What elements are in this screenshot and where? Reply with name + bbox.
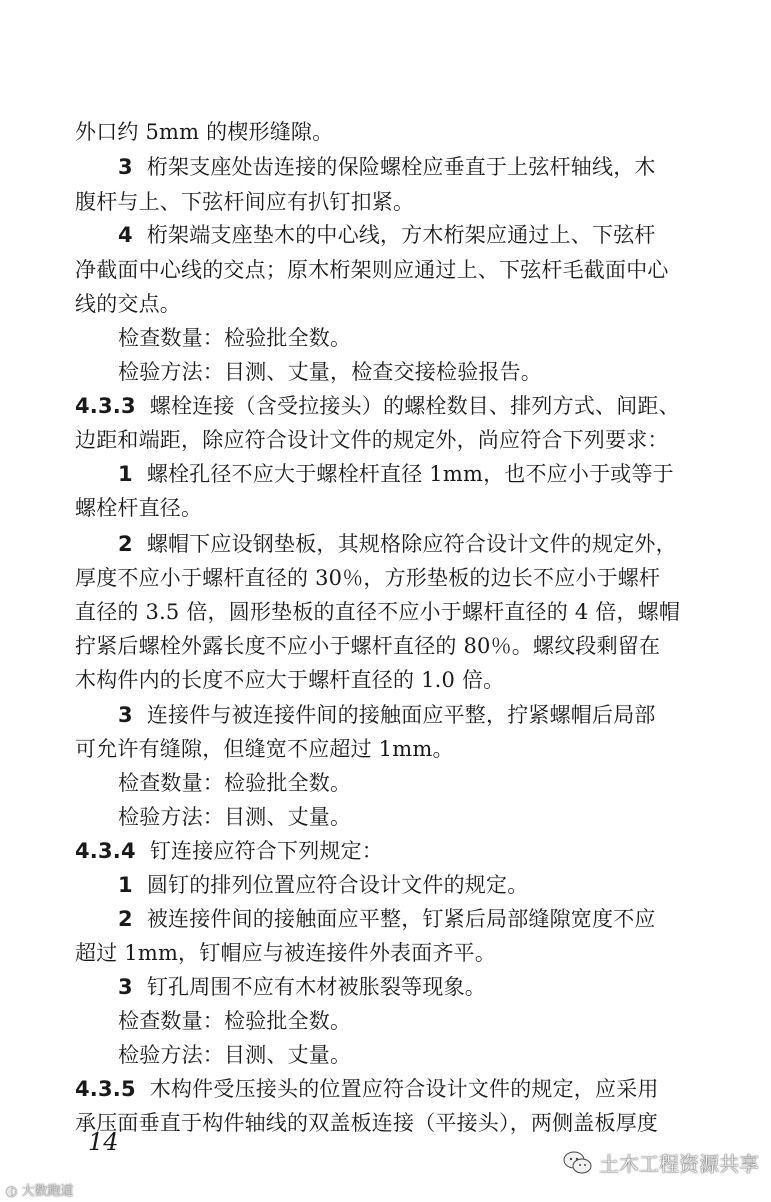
line-text: 螺栓孔径不应大于螺栓杆直径 1mm，也不应小于或等于	[146, 462, 674, 486]
text-line	[75, 394, 715, 418]
line-text: 检查数量：检验批全数。	[118, 326, 352, 350]
section-number: 4.3.3	[75, 394, 136, 418]
watermark-left	[6, 1180, 74, 1199]
text-line	[118, 1009, 758, 1033]
line-text: 被连接件间的接触面应平整，钉紧后局部缝隙宽度不应	[146, 907, 656, 931]
line-text: 检查数量：检验批全数。	[118, 771, 352, 795]
line-text: 钉连接应符合下列规定：	[149, 839, 383, 863]
text-line	[118, 703, 758, 727]
text-line	[118, 223, 758, 247]
line-text: 可允许有缝隙，但缝宽不应超过 1mm。	[75, 737, 454, 761]
text-line	[118, 907, 758, 931]
text-line	[118, 873, 758, 897]
item-number: 1	[118, 462, 133, 486]
line-text: 木构件内的长度不应大于螺杆直径的 1.0 倍。	[75, 668, 505, 692]
text-line	[75, 120, 715, 144]
line-text: 检验方法：目测、丈量。	[118, 1043, 352, 1067]
item-number: 2	[118, 532, 133, 556]
text-line	[118, 326, 758, 350]
line-text: 检查数量：检验批全数。	[118, 1009, 352, 1033]
watermark-left-text: 大数跑道	[21, 1184, 74, 1199]
item-number: 3	[118, 703, 133, 727]
line-text: 桁架端支座垫木的中心线，方木桁架应通过上、下弦杆	[146, 223, 656, 247]
line-text: 螺栓连接（含受拉接头）的螺栓数目、排列方式、间距、	[149, 394, 680, 418]
line-text: 承压面垂直于构件轴线的双盖板连接（平接头），两侧盖板厚度	[75, 1111, 659, 1135]
line-text: 检验方法：目测、丈量。	[118, 805, 352, 829]
wechat-icon	[563, 1150, 593, 1176]
text-line	[75, 1111, 715, 1135]
text-line	[75, 737, 715, 761]
item-number: 3	[118, 975, 133, 999]
text-line	[75, 941, 715, 965]
text-line	[75, 839, 715, 863]
line-text: 螺帽下应设钢垫板，其规格除应符合设计文件的规定外，	[146, 532, 677, 556]
text-line	[118, 805, 758, 829]
text-line	[118, 771, 758, 795]
line-text: 钉孔周围不应有木材被胀裂等现象。	[146, 975, 487, 999]
text-line	[75, 634, 715, 658]
line-text: 连接件与被连接件间的接触面应平整，拧紧螺帽后局部	[146, 703, 656, 727]
text-line	[75, 496, 715, 520]
item-number: 1	[118, 873, 133, 897]
line-text: 腹杆与上、下弦杆间应有扒钉扣紧。	[75, 190, 415, 214]
item-number: 3	[118, 155, 133, 179]
text-line	[118, 360, 758, 384]
line-text: 拧紧后螺栓外露长度不应小于螺杆直径的 80％。螺纹段剩留在	[75, 634, 661, 658]
logo-icon: ◐	[6, 1184, 18, 1199]
text-line	[75, 292, 715, 316]
line-text: 线的交点。	[75, 292, 181, 316]
line-text: 螺栓杆直径。	[75, 496, 203, 520]
section-number: 4.3.5	[75, 1077, 136, 1101]
line-text: 直径的 3.5 倍，圆形垫板的直径不应小于螺杆直径的 4 倍，螺帽	[75, 600, 681, 624]
item-number: 4	[118, 223, 133, 247]
text-line	[75, 668, 715, 692]
line-text: 外口约 5mm 的楔形缝隙。	[75, 120, 334, 144]
section-number: 4.3.4	[75, 839, 136, 863]
watermark-right-text: 土木工程资源共享	[599, 1152, 759, 1176]
line-text: 厚度不应小于螺杆直径的 30％，方形垫板的边长不应小于螺杆	[75, 566, 661, 590]
line-text: 桁架支座处齿连接的保险螺栓应垂直于上弦杆轴线，木	[146, 155, 656, 179]
text-line	[75, 600, 715, 624]
text-line	[75, 1077, 715, 1101]
text-line	[75, 258, 715, 282]
line-text: 圆钉的排列位置应符合设计文件的规定。	[146, 873, 529, 897]
text-line	[118, 532, 758, 556]
text-line	[118, 975, 758, 999]
text-line	[118, 1043, 758, 1067]
text-line	[118, 462, 758, 486]
line-text: 净截面中心线的交点；原木桁架则应通过上、下弦杆毛截面中心	[75, 258, 669, 282]
line-text: 超过 1mm，钉帽应与被连接件外表面齐平。	[75, 941, 497, 965]
line-text: 边距和端距，除应符合设计文件的规定外，尚应符合下列要求：	[75, 428, 669, 452]
watermark-right	[563, 1148, 759, 1177]
line-text: 检验方法：目测、丈量，检查交接检验报告。	[118, 360, 542, 384]
text-line	[118, 155, 758, 179]
line-text: 木构件受压接头的位置应符合设计文件的规定，应采用	[149, 1077, 659, 1101]
text-line	[75, 190, 715, 214]
item-number: 2	[118, 907, 133, 931]
text-line	[75, 428, 715, 452]
page-number: 14	[88, 1128, 119, 1156]
text-line	[75, 566, 715, 590]
